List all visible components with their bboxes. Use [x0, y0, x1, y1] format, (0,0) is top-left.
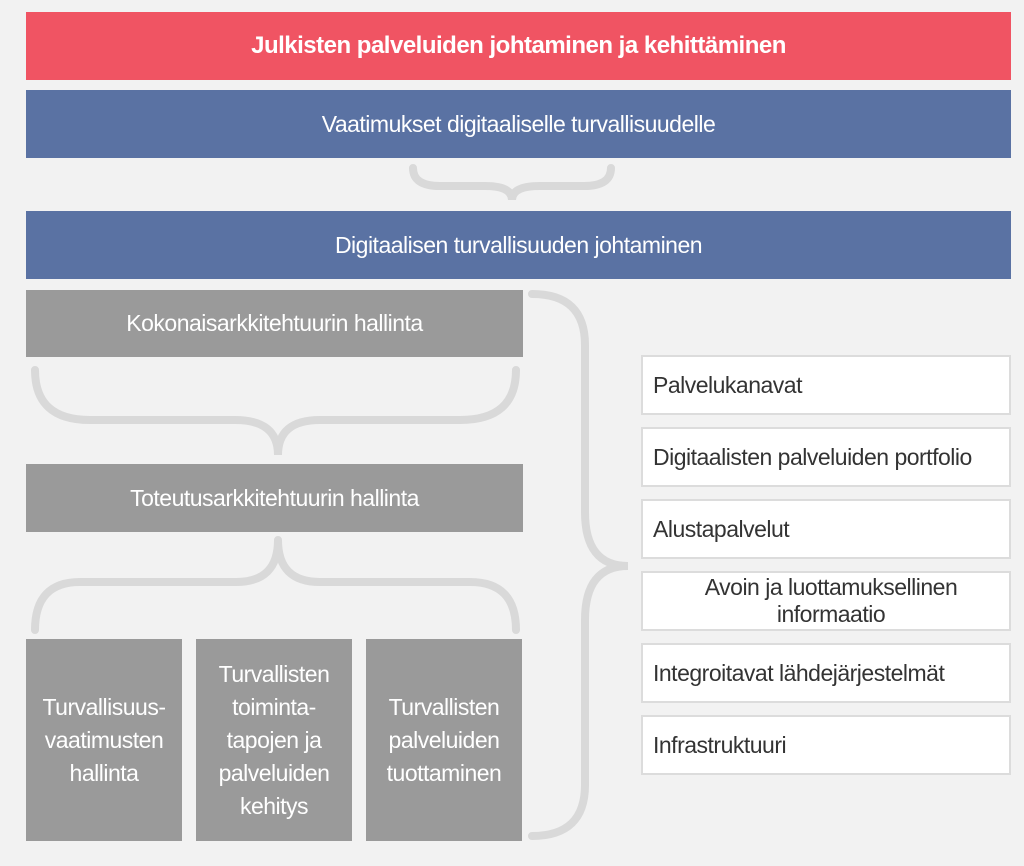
service-item-5 — [641, 643, 1011, 703]
implementation-architecture-box — [26, 464, 523, 532]
service-item-3 — [641, 499, 1011, 559]
service-item-6-text: Infrastruktuuri — [653, 731, 787, 758]
management-text: Digitaalisen turvallisuuden johtaminen — [334, 231, 703, 258]
brace-requirements — [413, 168, 611, 200]
management-bar — [26, 211, 1011, 279]
implementation-architecture-text: Toteutusarkkitehtuurin hallinta — [130, 484, 419, 511]
bottom-box-3-text: Turvallisten palveluiden tuottaminen — [386, 693, 502, 786]
service-item-2-text: Digitaalisten palveluiden portfolio — [653, 443, 972, 470]
bottom-box-2-text: Turvallisten toiminta- tapojen ja palveluiden kehitys — [218, 660, 330, 819]
title-banner — [26, 12, 1011, 80]
enterprise-architecture-text: Kokonaisarkkitehtuurin hallinta — [126, 310, 423, 336]
service-item-3-text: Alustapalvelut — [653, 515, 790, 542]
title-text: Julkisten palveluiden johtaminen ja kehittäminen — [251, 32, 786, 59]
bottom-box-1-text: Turvallisuus- vaatimusten hallinta — [42, 693, 166, 786]
enterprise-architecture-box — [26, 290, 523, 357]
service-item-2 — [641, 427, 1011, 487]
service-item-5-text: Integroitavat lähdejärjestelmät — [653, 659, 945, 686]
requirements-bar — [26, 90, 1011, 158]
bottom-box-1 — [26, 639, 182, 841]
brace-right — [532, 294, 628, 836]
bottom-box-3 — [366, 639, 522, 841]
brace-enterprise — [35, 370, 516, 455]
requirements-text: Vaatimukset digitaaliselle turvallisuudelle — [321, 110, 716, 137]
bottom-box-2 — [196, 639, 352, 841]
brace-implementation — [35, 540, 516, 630]
service-item-4 — [641, 571, 1011, 631]
service-item-1-text: Palvelukanavat — [653, 371, 802, 398]
service-item-1 — [641, 355, 1011, 415]
service-item-4-text: Avoin ja luottamuksellinen informaatio — [704, 574, 958, 627]
service-item-6 — [641, 715, 1011, 775]
